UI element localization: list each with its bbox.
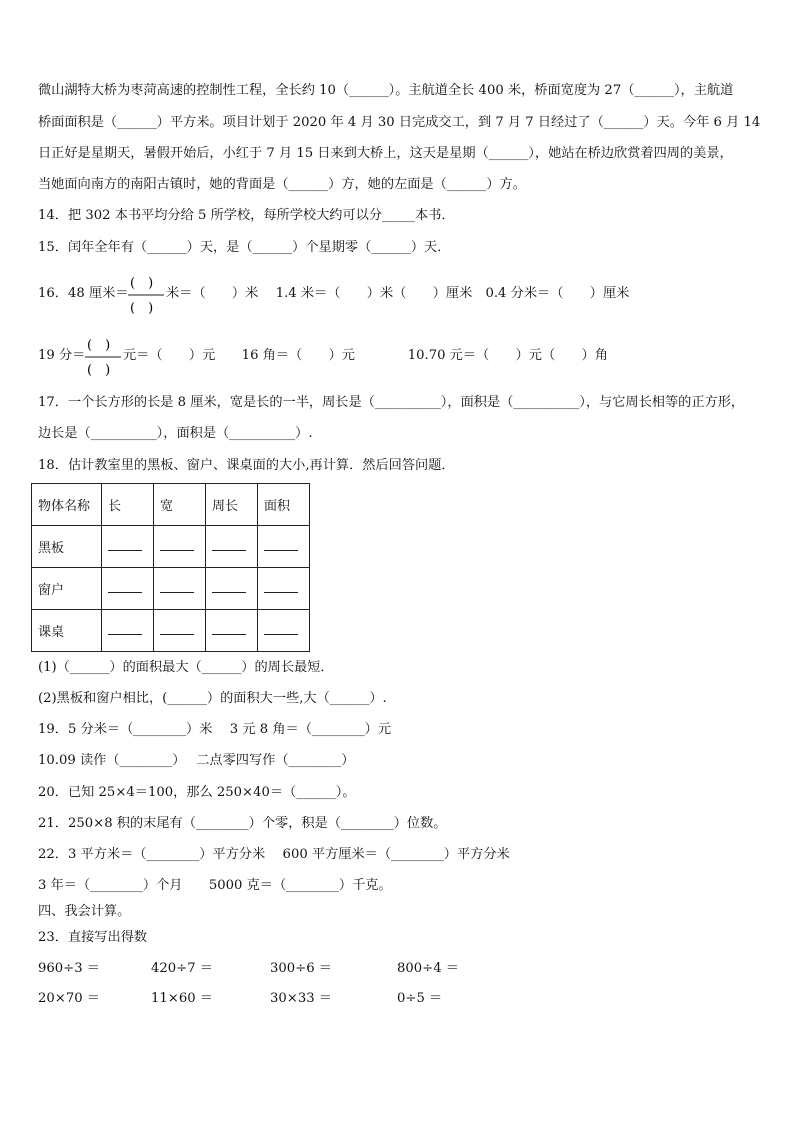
question-18: 18．估计教室里的黑板、窗户、课桌面的大小,再计算．然后回答问题． <box>38 458 455 473</box>
calc-item: 960÷3 ＝ <box>38 961 100 976</box>
table-header-cell: 宽 <box>154 484 206 526</box>
row-label: 窗户 <box>32 568 102 610</box>
table-row <box>32 526 310 568</box>
answer-blank[interactable] <box>212 538 246 551</box>
answer-blank[interactable] <box>108 538 142 551</box>
question-16a-right: 米＝（ ）米 1.4 米＝（ ）米（ ）厘米 0.4 分米＝（ ）厘米 <box>166 286 630 301</box>
question-16b-left: 19 分＝ <box>38 348 86 363</box>
calc-item: 11×60 ＝ <box>151 991 213 1006</box>
table-header-cell: 物体名称 <box>32 484 102 526</box>
answer-blank[interactable] <box>108 622 142 635</box>
passage-line-3: 日正好是星期天，暑假开始后，小红于 7 月 15 日来到大桥上，这天是星期（______），她站在桥边欣赏着四周的美景， <box>38 146 733 161</box>
table-row <box>32 610 310 652</box>
passage-line-2: 桥面面积是（______）平方米。项目计划于 2020 年 4 月 30 日完成交工，到 7 月 7 日经过了（______）天。今年 6 月 14 <box>38 115 761 130</box>
question-18-part-1: (1)（______）的面积最大（______）的周长最短． <box>38 660 334 675</box>
fraction-numerator: ( ) <box>130 276 154 291</box>
question-22-line-1: 22．3 平方米＝（________）平方分米 600 平方厘米＝（________）平方分米 <box>38 847 510 862</box>
question-17-line-1: 17．一个长方形的长是 8 厘米，宽是长的一半，周长是（__________），面积是（__________），与它周长相等的正方形， <box>38 395 745 410</box>
table-header-cell: 长 <box>102 484 154 526</box>
passage-line-1: 微山湖特大桥为枣菏高速的控制性工程，全长约 10（______）。主航道全长 400 米，桥面宽度为 27（______），主航道 <box>38 83 734 98</box>
answer-blank[interactable] <box>212 622 246 635</box>
question-14: 14．把 302 本书平均分给 5 所学校，每所学校大约可以分_____本书． <box>38 208 455 223</box>
fraction-16b <box>83 334 123 380</box>
table-row <box>32 568 310 610</box>
answer-blank[interactable] <box>160 622 194 635</box>
calc-item: 300÷6 ＝ <box>270 961 332 976</box>
fraction-16a <box>126 272 166 318</box>
question-22-line-2: 3 年＝（________）个月 5000 克＝（________）千克。 <box>38 878 392 893</box>
answer-blank[interactable] <box>160 580 194 593</box>
passage-line-4: 当她面向南方的南阳古镇时，她的背面是（______）方，她的左面是（______）方。 <box>38 177 526 192</box>
calc-item: 0÷5 ＝ <box>397 991 443 1006</box>
estimate-table <box>31 483 310 652</box>
question-20: 20．已知 25×4＝100，那么 250×40＝（______）。 <box>38 785 356 800</box>
question-21: 21．250×8 积的末尾有（________）个零，积是（________）位数。 <box>38 816 447 831</box>
table-header-cell: 面积 <box>258 484 310 526</box>
question-18-part-2: (2)黑板和窗户相比，(______）的面积大一些,大（______）. <box>38 691 387 706</box>
row-label: 黑板 <box>32 526 102 568</box>
answer-blank[interactable] <box>264 580 298 593</box>
table-header-row <box>32 484 310 526</box>
calc-item: 20×70 ＝ <box>38 991 100 1006</box>
question-23: 23．直接写出得数 <box>38 930 148 945</box>
answer-blank[interactable] <box>212 580 246 593</box>
answer-blank[interactable] <box>264 538 298 551</box>
question-17-line-2: 边长是（__________），面积是（__________）. <box>38 426 313 441</box>
question-16b-right: 元＝（ ）元 16 角＝（ ）元 10.70 元＝（ ）元（ ）角 <box>123 348 608 363</box>
question-19-line-1: 19．5 分米＝（________）米 3 元 8 角＝（________）元 <box>38 722 392 737</box>
fraction-denominator: ( ) <box>87 363 111 378</box>
section-4-heading: 四、我会计算。 <box>38 904 131 919</box>
question-19-line-2: 10.09 读作（________） 二点零四写作（________） <box>38 753 355 768</box>
table-header-cell: 周长 <box>206 484 258 526</box>
answer-blank[interactable] <box>108 580 142 593</box>
answer-blank[interactable] <box>264 622 298 635</box>
answer-blank[interactable] <box>160 538 194 551</box>
calc-item: 800÷4 ＝ <box>397 961 459 976</box>
row-label: 课桌 <box>32 610 102 652</box>
question-16a-left: 16．48 厘米＝ <box>38 286 129 301</box>
fraction-denominator: ( ) <box>130 301 154 316</box>
calc-item: 420÷7 ＝ <box>151 961 213 976</box>
calc-item: 30×33 ＝ <box>270 991 332 1006</box>
fraction-numerator: ( ) <box>87 338 111 353</box>
question-15: 15．闰年全年有（______）天，是（______）个星期零（______）天． <box>38 240 451 255</box>
